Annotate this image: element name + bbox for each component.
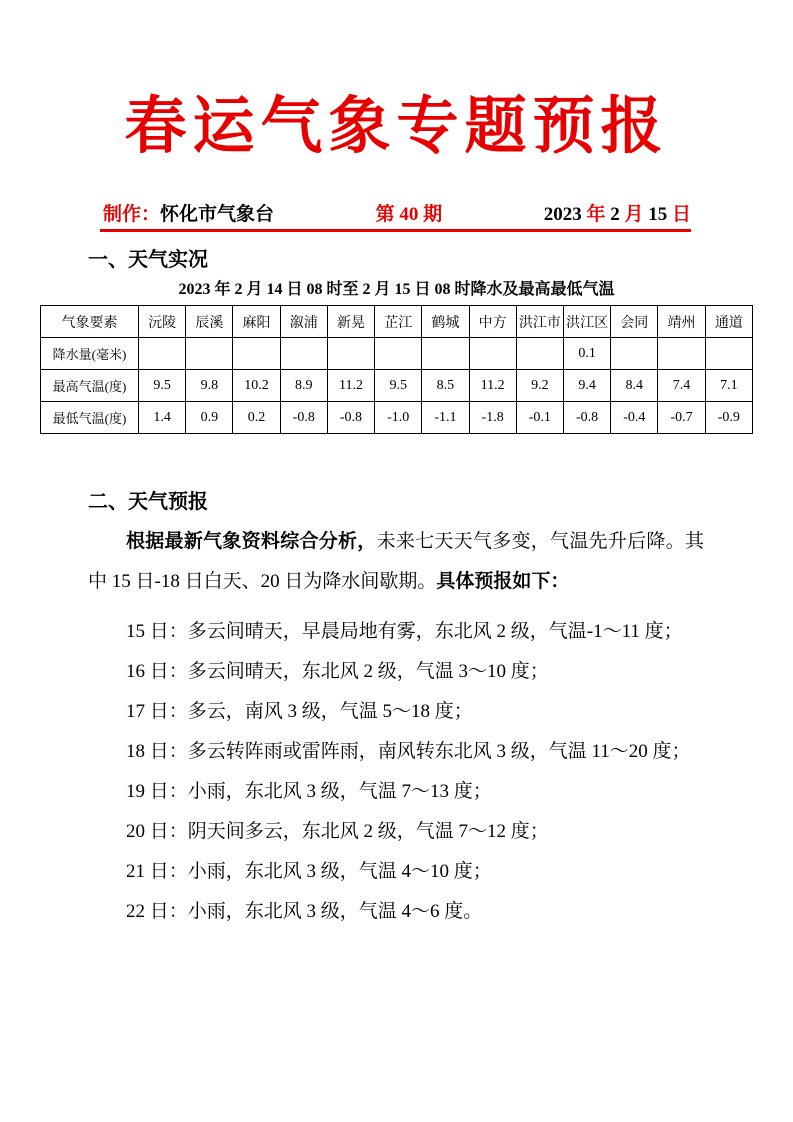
table-cell [516, 338, 563, 370]
table-cell [705, 338, 752, 370]
table-row [41, 402, 753, 434]
table-header-cell: 中方 [469, 306, 516, 338]
section-heading-forecast: 二、天气预报 [88, 491, 208, 513]
table-cell [186, 338, 233, 370]
table-cell: 11.2 [469, 370, 516, 402]
table-cell [139, 338, 186, 370]
intro-bold-lead: 根据最新气象资料综合分析， [126, 531, 377, 552]
table-cell: 7.4 [658, 370, 705, 402]
table-cell: 0.9 [186, 402, 233, 434]
intro-regular-text: 未来七天天气多变，气温先升后降。其中 15 日-18 日白天、20 日为降水间歇期。 [88, 531, 704, 592]
table-cell: 9.5 [139, 370, 186, 402]
table-row [41, 338, 753, 370]
table-cell: 9.2 [516, 370, 563, 402]
table-cell: -0.1 [516, 402, 563, 434]
table-header-row [41, 306, 753, 338]
table-cell [611, 338, 658, 370]
meta-row [103, 199, 691, 226]
table-cell [280, 338, 327, 370]
forecast-section [88, 482, 704, 932]
table-row-label: 降水量(毫米) [41, 338, 139, 370]
forecast-item: 22 日：小雨，东北风 3 级，气温 4～6 度。 [126, 901, 483, 922]
forecast-item: 21 日：小雨，东北风 3 级，气温 4～10 度； [126, 861, 492, 882]
table-header-cell: 气象要素 [41, 306, 139, 338]
forecast-item: 15 日：多云间晴天，早晨局地有雾，东北风 2 级，气温-1～11 度； [126, 621, 683, 642]
table-cell: -1.0 [375, 402, 422, 434]
table-cell [233, 338, 280, 370]
table-header-cell: 会同 [611, 306, 658, 338]
table-cell: 1.4 [139, 402, 186, 434]
section-heading-weather-actual: 一、天气实况 [88, 249, 208, 271]
table-row [41, 370, 753, 402]
table-header-cell: 靖州 [658, 306, 705, 338]
table-cell: 11.2 [327, 370, 374, 402]
date-segment: 年 [586, 204, 606, 225]
table-cell: 9.4 [563, 370, 610, 402]
table-cell: 7.1 [705, 370, 752, 402]
producer-line [103, 199, 274, 226]
table-cell [422, 338, 469, 370]
table-cell [469, 338, 516, 370]
table-cell [658, 338, 705, 370]
table-cell: 8.5 [422, 370, 469, 402]
table-row-label: 最高气温(度) [41, 370, 139, 402]
table-cell: -0.8 [563, 402, 610, 434]
table-header-cell: 麻阳 [233, 306, 280, 338]
forecast-item-list [88, 612, 704, 932]
table-cell: -0.8 [280, 402, 327, 434]
table-cell: -0.9 [705, 402, 752, 434]
table-cell: -1.1 [422, 402, 469, 434]
table-header-cell: 鹤城 [422, 306, 469, 338]
table-header-cell: 通道 [705, 306, 752, 338]
table-cell: 9.5 [375, 370, 422, 402]
table-cell: 0.2 [233, 402, 280, 434]
forecast-item: 20 日：阴天间多云，东北风 2 级，气温 7～12 度； [126, 821, 549, 842]
table-cell: 8.9 [280, 370, 327, 402]
table-header-cell: 溆浦 [280, 306, 327, 338]
issue-number: 第 40 期 [375, 204, 443, 225]
table-cell [375, 338, 422, 370]
table-header-cell: 辰溪 [186, 306, 233, 338]
table-cell: -1.8 [469, 402, 516, 434]
red-divider [100, 229, 691, 232]
table-header-cell: 芷江 [375, 306, 422, 338]
forecast-item: 16 日：多云间晴天，东北风 2 级，气温 3～10 度； [126, 661, 549, 682]
forecast-intro [88, 522, 704, 602]
table-cell: -0.8 [327, 402, 374, 434]
table-cell: 0.1 [563, 338, 610, 370]
table-cell [327, 338, 374, 370]
table-header-cell: 沅陵 [139, 306, 186, 338]
issue-date [544, 199, 691, 226]
weather-table [40, 305, 753, 434]
date-segment: 15 [643, 204, 672, 225]
date-segment: 月 [624, 204, 644, 225]
forecast-item: 18 日：多云转阵雨或雷阵雨，南风转东北风 3 级，气温 11～20 度； [126, 741, 691, 762]
date-segment: 日 [671, 204, 691, 225]
table-header-cell: 新晃 [327, 306, 374, 338]
table-cell: -0.4 [611, 402, 658, 434]
table-header-cell: 洪江市 [516, 306, 563, 338]
table-title: 2023 年 2 月 14 日 08 时至 2 月 15 日 08 时降水及最高最低气温 [178, 281, 615, 298]
forecast-item: 19 日：小雨，东北风 3 级，气温 7～13 度； [126, 781, 492, 802]
table-cell: 9.8 [186, 370, 233, 402]
intro-bold-tail: 具体预报如下： [436, 571, 570, 592]
date-segment: 2 [605, 204, 625, 225]
date-segment: 2023 [543, 204, 587, 225]
page-title: 春运气象专题预报 [124, 93, 669, 161]
table-row-label: 最低气温(度) [41, 402, 139, 434]
forecast-item: 17 日：多云，南风 3 级，气温 5～18 度； [126, 701, 473, 722]
producer-name: 怀化市气象台 [160, 204, 275, 225]
produced-label: 制作： [103, 204, 161, 225]
table-cell: 8.4 [611, 370, 658, 402]
table-header-cell: 洪江区 [563, 306, 610, 338]
table-cell: -0.7 [658, 402, 705, 434]
table-cell: 10.2 [233, 370, 280, 402]
